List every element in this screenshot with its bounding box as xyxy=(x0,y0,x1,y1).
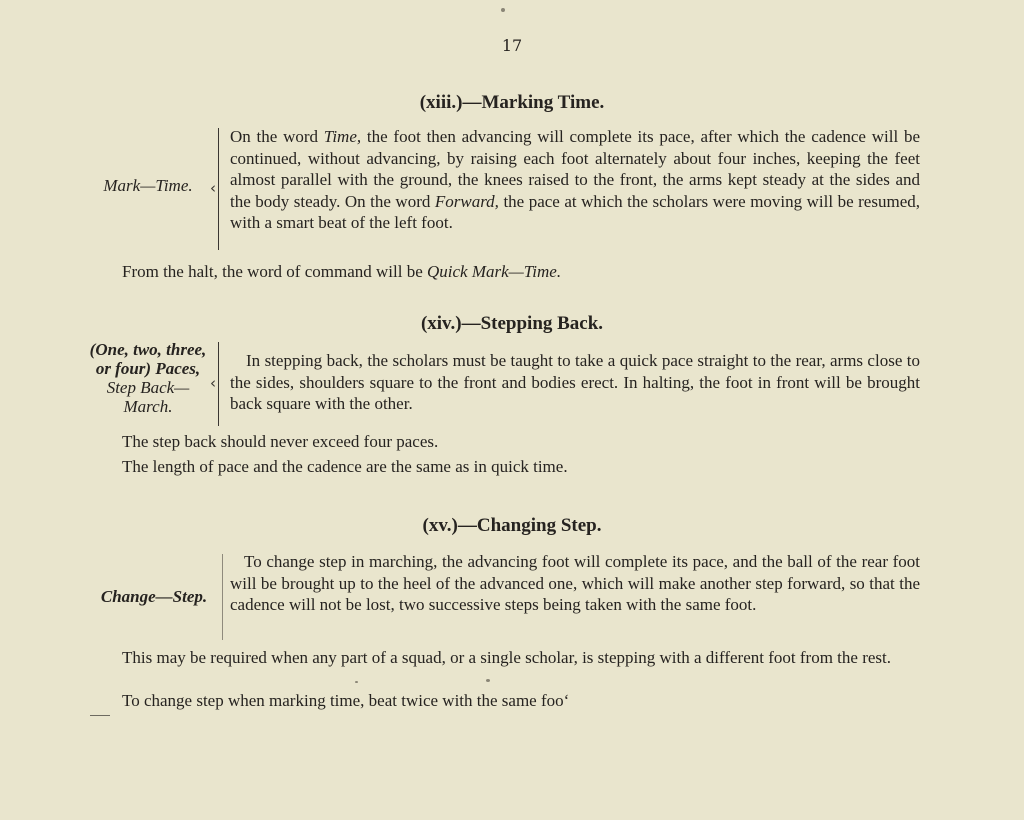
margin-line: (One, two, three, xyxy=(89,340,207,359)
paragraph-note: This may be required when any part of a squad, or a single scholar, is stepping with a different foot from the rest. xyxy=(122,648,891,667)
last-line: To change step when marking time, beat twice with the same foo‘ xyxy=(122,691,570,710)
paragraph-changing-step: To change step in marching, the advancing foot will complete its pace, and the ball of the rear foot will be brought up to the heel of the advanced one, which will make another step forward, so that the cadence will not be lost, two successive steps being taken with the same foot. xyxy=(230,552,920,615)
text-line: The length of pace and the cadence are the same as in quick time. xyxy=(122,457,568,476)
heading-title: Marking Time. xyxy=(481,92,605,113)
heading-prefix: (xv.)— xyxy=(422,515,477,536)
italic-term: Forward, xyxy=(434,191,499,211)
ink-dash xyxy=(90,715,110,716)
brace xyxy=(222,554,223,640)
margin-note-change-step: Change—Step. xyxy=(100,587,208,606)
heading-prefix: (xiv.)— xyxy=(420,313,481,334)
note-italic: Quick Mark—Time. xyxy=(427,262,562,281)
brace xyxy=(218,128,219,250)
ink-speck xyxy=(501,8,505,12)
margin-line: or four) Paces, xyxy=(95,359,201,378)
margin-line: March. xyxy=(123,397,173,416)
margin-note-step-back xyxy=(82,340,214,416)
ink-speck xyxy=(486,679,490,682)
brace-tip: ‹ xyxy=(210,179,216,197)
section-heading-xiii xyxy=(0,92,1024,114)
page-number: 17 xyxy=(501,36,523,55)
section-heading-xv xyxy=(0,515,1024,537)
text-line: The step back should never exceed four paces. xyxy=(122,432,439,451)
ink-speck xyxy=(355,681,358,683)
note-line xyxy=(122,262,561,282)
heading-title: Changing Step. xyxy=(476,515,602,536)
text-run: On the word xyxy=(230,127,324,146)
paragraph-marking-time xyxy=(230,126,920,234)
text-run: the foot then advancing will complete its pace, after which the cadence will be continued, without advancing, by raising each foot alternately about four inches, keeping the feet almost parallel with the ground, the knees raised to the front, the arms kept steady at the sides and the body steady. On the word xyxy=(230,127,921,211)
section-heading-xiv xyxy=(0,313,1024,335)
margin-note-mark-time: Mark—Time. xyxy=(103,176,193,195)
brace-tip: ‹ xyxy=(210,374,216,392)
note-text: From the halt, the word of command will be xyxy=(122,262,427,281)
paragraph-stepping-back: In stepping back, the scholars must be taught to take a quick pace straight to the rear, arms close to the sides, shoulders square to the front and bodies erect. In halting, the foot in front will be brought back square with the other. xyxy=(230,351,920,414)
italic-term: Time, xyxy=(323,127,362,146)
margin-line: Step Back— xyxy=(106,378,190,397)
heading-prefix: (xiii.)— xyxy=(419,92,482,113)
text-run: the pace at which the scholars were moving will be resumed, with a smart beat of the left foot. xyxy=(230,191,920,233)
brace xyxy=(218,342,219,426)
heading-title: Stepping Back. xyxy=(480,313,604,334)
